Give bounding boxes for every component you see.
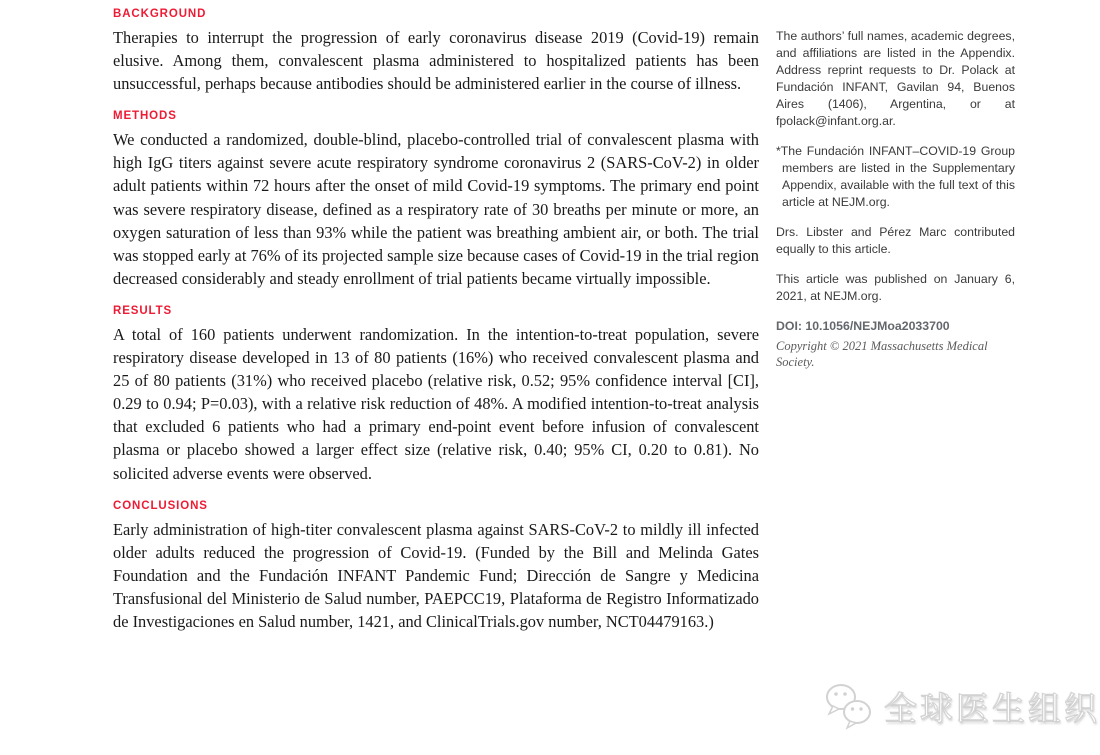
doi-text: DOI: 10.1056/NEJMoa2033700 <box>776 319 950 333</box>
section-text-background: Therapies to interrupt the progression of early coronavirus disease 2019 (Covid-19) remain elusive. Among them, convalescent plasma administered to hospitalized patients has been unsuccessful, perhaps because antibodies should be administered earlier in the course of illness. <box>113 28 759 94</box>
section-heading-methods: METHODS <box>113 110 177 123</box>
section-results <box>113 304 759 485</box>
section-heading-conclusions: CONCLUSIONS <box>113 499 208 512</box>
margin-notes-column <box>776 28 1015 370</box>
copyright-text: Copyright © 2021 Massachusetts Medical Society. <box>776 339 988 369</box>
section-text-results: A total of 160 patients underwent randomization. In the intention-to-treat population, severe respiratory disease developed in 13 of 80 patients (16%) who received convalescent plasma and 25 of 80 patients (31%) who received placebo (relative risk, 0.52; 95% confidence interval [CI], 0.29 to 0.94; P=0.03), with a relative risk reduction of 48%. A modified intention-to-treat analysis that excluded 6 patients who had a primary end-point event before infusion of convalescent plasma or placebo showed a larger effect size (relative risk, 0.40; 95% CI, 0.20 to 0.81). No solicited adverse events were observed. <box>113 324 759 483</box>
watermark-text: 全球医生组织 <box>884 688 1100 728</box>
section-text-methods: We conducted a randomized, double-blind, placebo-controlled trial of convalescent plasma with high IgG titers against severe acute respiratory syndrome coronavirus 2 (SARS-CoV-2) in older adult patients within 72 hours after the onset of mild Covid-19 symptoms. The primary end point was severe respiratory disease, defined as a respiratory rate of 30 breaths per minute or more, an oxygen saturation of less than 93% while the patient was breathing ambient air, or both. The trial was stopped early at 76% of its projected sample size because cases of Covid-19 in the trial region decreased considerably and steady enrollment of trial patients became virtually impossible. <box>113 130 759 288</box>
section-methods <box>113 109 759 290</box>
section-background <box>113 7 759 95</box>
correspondence-note: The authors’ full names, academic degrees, and affiliations are listed in the Appendix. Address reprint requests to Dr. Polack at Fundación INFANT, Gavilan 94, Buenos Aires (1406), Argentina, or at fpolack@infant.org.ar. <box>776 29 1015 128</box>
section-heading-results: RESULTS <box>113 304 173 317</box>
publication-date-note: This article was published on January 6, 2021, at NEJM.org. <box>776 272 1015 303</box>
watermark <box>824 682 1100 730</box>
section-conclusions <box>113 499 759 633</box>
group-members-note: *The Fundación INFANT–COVID-19 Group members are listed in the Supplementary Appendix, available with the full text of this article at NEJM.org. <box>776 144 1015 209</box>
section-heading-background: BACKGROUND <box>113 8 207 20</box>
abstract-main-column <box>113 7 759 633</box>
wechat-icon <box>824 682 874 730</box>
equal-contribution-note: Drs. Libster and Pérez Marc contributed equally to this article. <box>776 225 1015 256</box>
section-text-conclusions: Early administration of high-titer convalescent plasma against SARS-CoV-2 to mildly ill infected older adults reduced the progression of Covid-19. (Funded by the Bill and Melinda Gates Foundation and the Fundación INFANT Pandemic Fund; Dirección de Sangre y Medicina Transfusional del Ministerio de Salud number, PAEPCC19, Plataforma de Registro Informatizado de Investigaciones en Salud number, 1421, and ClinicalTrials.gov number, NCT04479163.) <box>113 519 759 631</box>
